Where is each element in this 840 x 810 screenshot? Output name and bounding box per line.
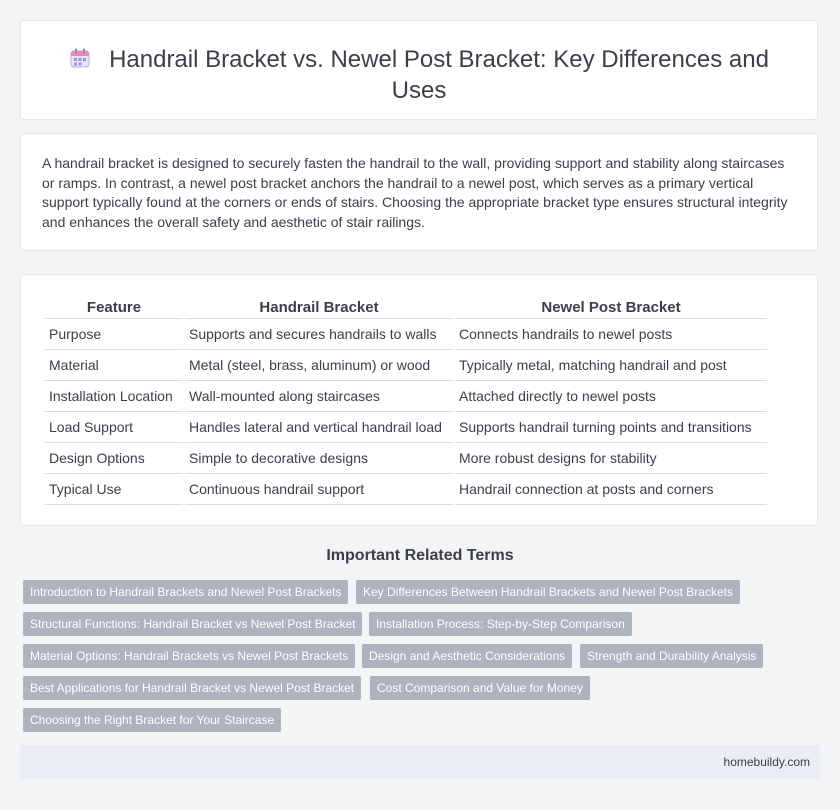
table-cell: More robust designs for stability [455,443,767,474]
table-row [45,474,767,505]
table-cell: Connects handrails to newel posts [455,319,767,350]
related-tag[interactable]: Best Applications for Handrail Bracket vs Newel Post Bracket [23,676,361,700]
table-cell: Continuous handrail support [185,474,453,505]
related-tag[interactable]: Structural Functions: Handrail Bracket vs Newel Post Bracket [23,612,362,636]
table-row [45,350,767,381]
table-cell: Design Options [45,443,183,474]
related-tag[interactable]: Design and Aesthetic Considerations [362,644,572,668]
intro-paragraph: A handrail bracket is designed to securely fasten the handrail to the wall, providing support and stability along staircases or ramps. In contrast, a newel post bracket anchors the handrail to a newel post, which serves as a primary vertical support typically found at the corners or ends of stairs. Choosing the appropriate bracket type ensures structural integrity and enhances the overall safety and aesthetic of stair railings. [42,155,788,230]
related-tag[interactable]: Installation Process: Step-by-Step Comparison [369,612,632,636]
related-tag[interactable]: Key Differences Between Handrail Brackets and Newel Post Brackets [356,580,740,604]
table-cell: Simple to decorative designs [185,443,453,474]
calendar-icon [69,47,91,69]
table-cell: Attached directly to newel posts [455,381,767,412]
table-cell: Handles lateral and vertical handrail load [185,412,453,443]
table-cell: Material [45,350,183,381]
related-terms-heading: Important Related Terms [326,547,514,564]
related-tag[interactable]: Choosing the Right Bracket for Your Staircase [23,708,281,732]
table-header-cell: Feature [45,296,183,319]
table-header-row [45,296,767,319]
title-wrap [61,44,777,106]
table-header-cell: Newel Post Bracket [455,296,767,319]
comparison-table [43,296,769,505]
header-card [20,20,818,120]
comparison-card [20,274,818,526]
page-title-text: Handrail Bracket vs. Newel Post Bracket: Key Differences and Uses [109,46,769,104]
related-tag[interactable]: Strength and Durability Analysis [580,644,763,668]
table-cell: Handrail connection at posts and corners [455,474,767,505]
table-cell: Metal (steel, brass, aluminum) or wood [185,350,453,381]
table-row [45,319,767,350]
table-cell: Supports and secures handrails to walls [185,319,453,350]
related-tag[interactable]: Introduction to Handrail Brackets and Newel Post Brackets [23,580,348,604]
page-title [61,44,777,106]
related-tag[interactable]: Cost Comparison and Value for Money [370,676,590,700]
intro-card [20,133,818,251]
table-cell: Typically metal, matching handrail and post [455,350,767,381]
table-row [45,412,767,443]
table-cell: Typical Use [45,474,183,505]
footer-site[interactable]: homebuildy.com [723,755,810,769]
footer [20,745,820,779]
table-header-cell: Handrail Bracket [185,296,453,319]
table-cell: Supports handrail turning points and transitions [455,412,767,443]
table-cell: Installation Location [45,381,183,412]
table-cell: Load Support [45,412,183,443]
table-row [45,381,767,412]
related-tag[interactable]: Material Options: Handrail Brackets vs Newel Post Brackets [23,644,355,668]
table-cell: Wall-mounted along staircases [185,381,453,412]
table-row [45,443,767,474]
table-cell: Purpose [45,319,183,350]
